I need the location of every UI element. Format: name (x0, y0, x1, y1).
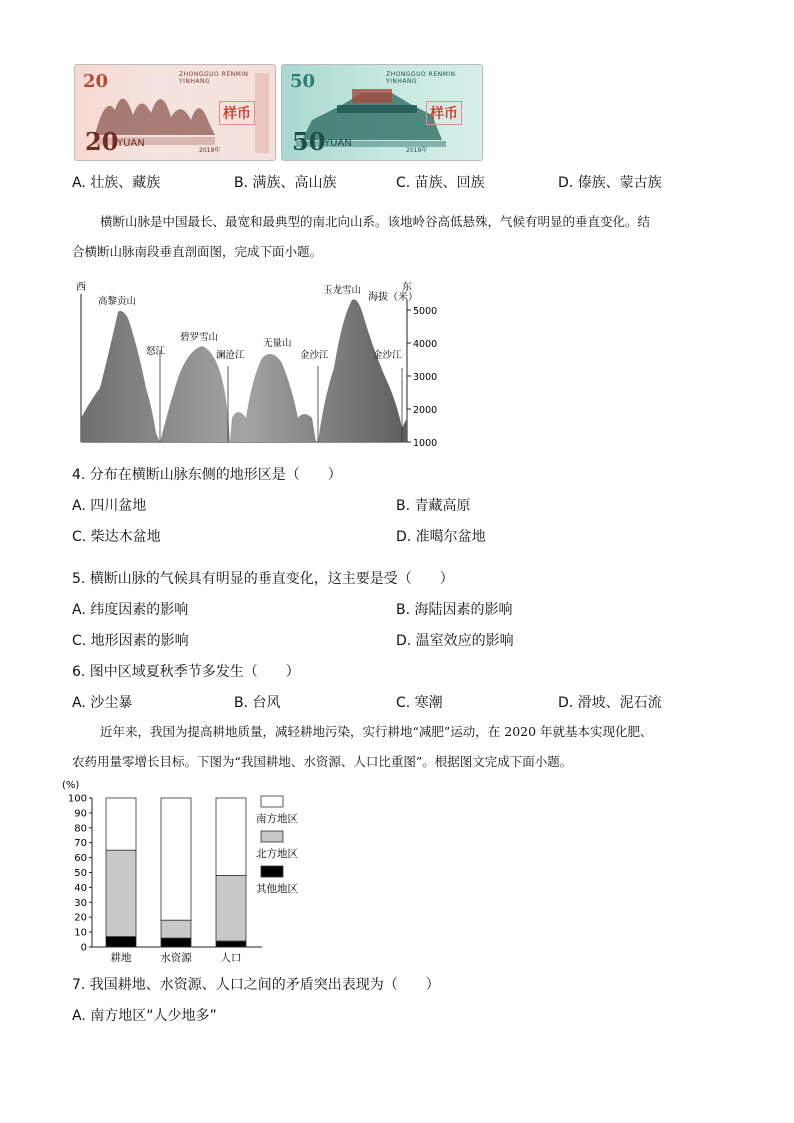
bar-segment (106, 798, 136, 850)
currency-label: YUAN (324, 138, 352, 149)
specimen-stamp: 样币 (219, 101, 255, 125)
q6-option-c[interactable]: C. 寒潮 (396, 695, 443, 711)
q3-option-a[interactable]: A. 壮族、藏族 (72, 175, 161, 191)
legend-swatch (261, 796, 283, 807)
altitude-tick-4000: 4000 (413, 339, 438, 350)
q4-option-c[interactable]: C. 柴达木盆地 (72, 529, 161, 545)
year-label: 2019年 (199, 147, 221, 154)
peak-label-wuliang: 无量山 (263, 338, 292, 349)
denomination-label: 50 (292, 127, 326, 156)
banknote-50-image (281, 64, 483, 161)
y-tick-label: 10 (74, 927, 87, 939)
bank-name-label: ZHONGGUO RENMIN YINHANG (386, 71, 456, 85)
q4-option-a[interactable]: A. 四川盆地 (72, 498, 147, 514)
river-label-jinsha-1: 金沙江 (300, 350, 329, 361)
denomination-top-label: 20 (83, 71, 109, 92)
q3-option-c[interactable]: C. 苗族、回族 (396, 175, 485, 191)
terrain-profile (81, 299, 407, 442)
y-tick-label: 20 (74, 912, 87, 924)
y-tick-label: 100 (67, 793, 87, 805)
altitude-tick-3000: 3000 (413, 372, 438, 383)
q5-stem: 5. 横断山脉的气候具有明显的垂直变化，这主要是受（ ） (72, 571, 454, 587)
hengduan-profile-figure (72, 278, 438, 450)
bank-name-label: ZHONGGUO RENMIN YINHANG (179, 71, 249, 85)
x-tick-label: 人口 (220, 952, 242, 964)
y-tick-label: 30 (74, 897, 87, 909)
q4-stem: 4. 分布在横断山脉东侧的地形区是（ ） (72, 467, 342, 483)
passage-2-line-2: 农药用量零增长目标。下图为“我国耕地、水资源、人口比重图”。根据图文完成下面小题。 (72, 754, 573, 769)
peak-label-gaoligong: 高黎贡山 (98, 296, 137, 307)
q6-option-d[interactable]: D. 滑坡、泥石流 (558, 695, 662, 711)
denomination-label: 20 (85, 127, 119, 156)
y-tick-label: 50 (74, 868, 87, 879)
bar-segment (106, 850, 136, 936)
east-label: 东 (402, 282, 412, 293)
q6-stem: 6. 图中区域夏秋季节多发生（ ） (72, 664, 300, 680)
legend-label: 北方地区 (256, 848, 298, 860)
q5-option-d[interactable]: D. 温室效应的影响 (396, 633, 514, 649)
specimen-stamp: 样币 (426, 101, 462, 125)
bar-segment (161, 798, 191, 920)
legend-swatch (261, 866, 283, 877)
q6-option-a[interactable]: A. 沙尘暴 (72, 695, 133, 711)
river-label-lancang: 澜沧江 (216, 350, 245, 361)
peak-label-biluo: 碧罗雪山 (180, 332, 219, 343)
year-label: 2019年 (406, 147, 428, 154)
currency-label: YUAN (117, 138, 145, 149)
river-label-nujiang: 怒江 (146, 346, 166, 357)
banknote-20-image (74, 64, 276, 161)
y-tick-label: 70 (74, 838, 87, 850)
q7-option-a[interactable]: A. 南方地区“人少地多” (72, 1008, 217, 1024)
bar-segment (106, 937, 136, 947)
y-tick-label: 40 (74, 882, 87, 894)
bar-segment (161, 920, 191, 938)
y-tick-label: 90 (74, 808, 87, 820)
q5-option-c[interactable]: C. 地形因素的影响 (72, 633, 189, 649)
y-tick-label: 80 (74, 823, 87, 835)
altitude-axis (407, 306, 437, 449)
altitude-tick-5000: 5000 (413, 306, 438, 317)
legend-label: 其他地区 (256, 883, 298, 895)
bar-segment (216, 875, 246, 941)
passage-1-line-2: 合横断山脉南段垂直剖面图，完成下面小题。 (72, 244, 323, 259)
river-label-jinsha-2: 金沙江 (373, 350, 402, 361)
passage-2-line-1: 近年来，我国为提高耕地质量，减轻耕地污染，实行耕地“减肥”运动，在 2020 年就基本实现化肥、 (100, 724, 653, 739)
q5-option-b[interactable]: B. 海陆因素的影响 (396, 602, 513, 618)
x-tick-label: 水资源 (160, 952, 192, 964)
y-axis-unit-label: (%) (62, 780, 80, 791)
passage-1-line-1: 横断山脉是中国最长、最宽和最典型的南北向山系。该地岭谷高低悬殊，气候有明显的垂直变化。结 (100, 214, 651, 229)
legend-label: 南方地区 (256, 813, 298, 825)
q3-option-b[interactable]: B. 满族、高山族 (234, 175, 337, 191)
legend-swatch (261, 831, 283, 842)
west-label: 西 (76, 282, 86, 293)
bar-segment (216, 798, 246, 875)
y-tick-label: 60 (74, 853, 87, 865)
denomination-top-label: 50 (290, 71, 316, 92)
q4-option-d[interactable]: D. 准噶尔盆地 (396, 529, 486, 545)
q7-stem: 7. 我国耕地、水资源、人口之间的矛盾突出表现为（ ） (72, 977, 440, 993)
altitude-tick-1000: 1000 (413, 438, 438, 449)
y-tick-label: 0 (80, 942, 87, 954)
q3-option-d[interactable]: D. 傣族、蒙古族 (558, 175, 662, 191)
altitude-tick-2000: 2000 (413, 405, 438, 416)
bar-segment (216, 941, 246, 947)
x-tick-label: 耕地 (110, 952, 132, 964)
bar-segment (161, 938, 191, 947)
q6-option-b[interactable]: B. 台风 (234, 695, 281, 711)
q4-option-b[interactable]: B. 青藏高原 (396, 498, 471, 514)
q5-option-a[interactable]: A. 纬度因素的影响 (72, 602, 189, 618)
stacked-bar-chart (62, 776, 322, 966)
altitude-unit-label: 海拔（米） (368, 292, 418, 303)
peak-label-yulong: 玉龙雪山 (323, 285, 362, 296)
